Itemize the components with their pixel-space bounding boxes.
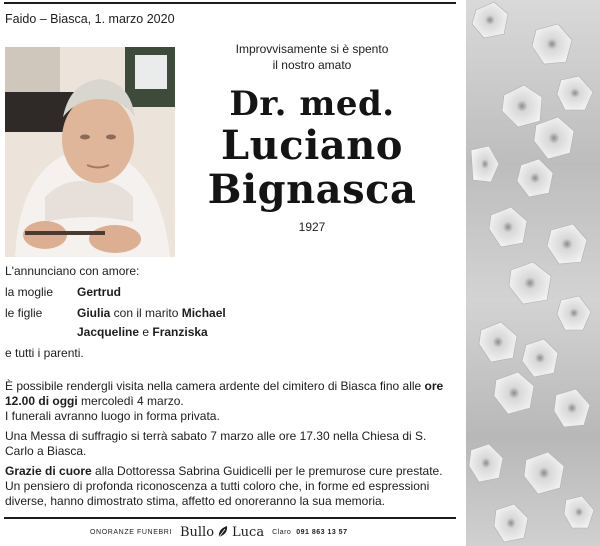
intro-line-2: il nostro amato <box>272 58 352 72</box>
footer-brand: Bullo Luca <box>179 524 265 540</box>
moglie-name: Gertrud <box>77 285 122 299</box>
relatives-closing: e tutti i parenti. <box>5 346 84 360</box>
flowers-image <box>466 0 600 546</box>
birth-year: 1927 <box>298 220 326 234</box>
figlie-label: le figlie <box>5 306 43 320</box>
top-rule <box>4 2 456 4</box>
bottom-rule <box>4 517 456 519</box>
petunia-flowers-icon <box>466 0 600 546</box>
deceased-title: Dr. med. <box>229 84 395 124</box>
intro-line-1: Improvvisamente si è spento <box>235 42 389 56</box>
deceased-last-name: Bignasca <box>207 166 417 213</box>
figlie-line-1: Giulia con il marito Michael <box>77 306 226 320</box>
announcement-heading: L'annunciano con amore: <box>5 264 140 278</box>
thanks-paragraph: Grazie di cuore alla Dottoressa Sabrina Guidicelli per le premurose cure prestate. Un pensiero di profonda riconoscenza a tutti coloro che, in forme ed espressioni diverse, hanno dimostrato stima, affetto ed onoreranno la sua memoria. <box>5 464 443 508</box>
moglie-label: la moglie <box>5 285 54 299</box>
footer-label: ONORANZE FUNEBRI <box>90 528 172 536</box>
deceased-first-name: Luciano <box>221 122 403 169</box>
intro-text <box>183 41 441 73</box>
funeral-home-footer <box>90 522 400 542</box>
leaf-icon <box>217 525 229 539</box>
visit-paragraph: È possibile rendergli visita nella camera ardente del cimitero di Biasca fino alle ore 12.00 di oggi mercoledì 4 marzo. I funerali avranno luogo in forma privata. <box>5 379 444 423</box>
deceased-name <box>183 84 441 212</box>
figlie-line-2: Jacqueline e Franziska <box>77 325 208 339</box>
place-date: Faido – Biasca, 1. marzo 2020 <box>5 12 175 26</box>
mass-paragraph: Una Messa di suffragio si terrà sabato 7 marzo alle ore 17.30 nella Chiesa di S. Carlo a Biasca. <box>5 429 427 458</box>
portrait-photo-icon <box>5 47 175 257</box>
portrait-photo <box>5 47 175 257</box>
footer-phone: Claro 091 863 13 57 <box>272 528 348 536</box>
